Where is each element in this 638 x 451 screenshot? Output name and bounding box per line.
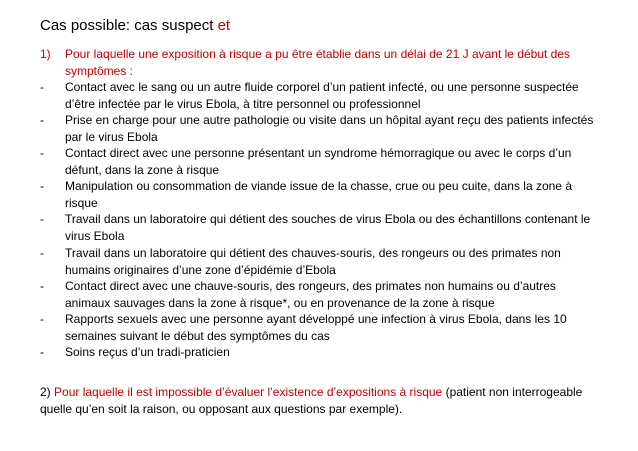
section-1-heading [40,46,600,79]
list-item [40,311,600,344]
bullet-marker: - [40,212,44,226]
section-2-rest-text: (patient non interrogeable quelle qu’en soit la raison, ou opposant aux questions par exemple). [40,385,583,416]
bullet-marker: - [40,246,44,260]
list-item [40,79,600,112]
section-2-paragraph [40,384,600,417]
bullet-marker: - [40,312,44,326]
bullet-text: Prise en charge pour une autre pathologie ou visite dans un hôpital ayant reçu des patients infectés par le virus Ebola [65,113,594,144]
bullet-marker: - [40,113,44,127]
bullet-text: Rapports sexuels avec une personne ayant développé une infection à virus Ebola, dans les 10 semaines suivant le début des symptômes du cas [65,312,567,343]
list-item [40,145,600,178]
title-part-2: et [217,17,231,34]
list-item [40,211,600,244]
bullet-marker: - [40,179,44,193]
section-1-marker: 1) [40,47,51,61]
bullet-text: Soins reçus d’un tradi-praticien [65,345,230,359]
slide-title [40,17,230,35]
list-item [40,344,600,361]
list-item [40,112,600,145]
bullet-text: Travail dans un laboratoire qui détient des chauves-souris, des rongeurs ou des primates non humains originaires d’une zone d’épidémie d’Ebola [65,246,561,277]
list-item [40,278,600,311]
list-item [40,178,600,211]
bullet-marker: - [40,279,44,293]
bullet-text: Contact direct avec une personne présentant un syndrome hémorragique ou avec le corps d’un défunt, dans la zone à risque [65,146,572,177]
bullet-marker: - [40,80,44,94]
bullet-marker: - [40,345,44,359]
bullet-text: Travail dans un laboratoire qui détient des souches de virus Ebola ou des échantillons contenant le virus Ebola [65,212,591,243]
bullet-text: Contact avec le sang ou un autre fluide corporel d’un patient infecté, ou une personne suspectée d’être infectée par le virus Ebola, à titre personnel ou professionnel [65,80,579,111]
section-2-red-text: Pour laquelle il est impossible d’évaluer l’existence d’expositions à risque [54,385,443,399]
section-2-marker: 2) [40,385,51,399]
title-part-1: Cas possible: cas suspect [40,17,218,34]
bullet-text: Contact direct avec une chauve-souris, des rongeurs, des primates non humains ou d’autres animaux sauvages dans la zone à risque*, ou en provenance de la zone à risque [65,279,556,310]
list-item [40,245,600,278]
section-1-text: Pour laquelle une exposition à risque a pu être établie dans un délai de 21 J avant le début des symptômes : [65,47,571,78]
bullet-text: Manipulation ou consommation de viande issue de la chasse, crue ou peu cuite, dans la zone à risque [65,179,572,210]
bullet-marker: - [40,146,44,160]
